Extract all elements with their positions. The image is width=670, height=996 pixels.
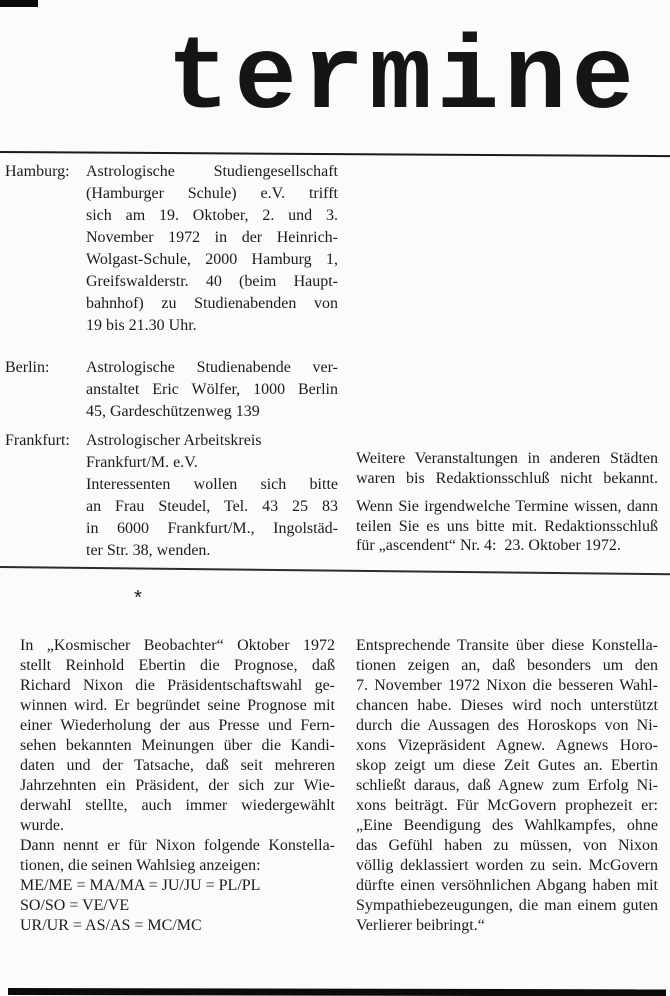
text-line: Verlierer beibringt.“	[356, 917, 485, 934]
text-line: Astrologische Studienabende ver-	[86, 359, 338, 376]
text-line: „Eine Beendigung des Wahlkampfes, ohne	[356, 817, 658, 834]
text-line: stellt Reinhold Ebertin die Prognose, daß	[20, 657, 335, 674]
text-line: anstaltet Eric Wölfer, 1000 Berlin	[86, 381, 338, 398]
text-line: schließt daraus, daß Agnew zum Erfolg Ni-	[356, 777, 658, 794]
text-line: völlig deklassiert worden zu sein. McGovern	[356, 857, 658, 874]
text-line: Interessenten wollen sich bitte	[86, 476, 338, 493]
note-paragraph-other-cities	[356, 449, 658, 488]
text-line: waren bis Redaktionsschluß nicht bekannt.	[356, 469, 658, 487]
text-line: 19 bis 21.30 Uhr.	[86, 317, 197, 334]
listing-berlin-text	[86, 357, 338, 423]
text-line: bahnhof) zu Studienabenden von	[86, 295, 338, 312]
event-listings	[0, 161, 342, 562]
text-line: sehen bekannten Meinungen über die Kandi-	[20, 737, 335, 754]
text-line: tionen, die seinen Wahlsieg anzeigen:	[20, 857, 261, 874]
text-line: xons beiträgt. Für McGovern prophezeit er:	[356, 797, 658, 814]
text-line: Greifswalderstr. 40 (beim Haupt-	[86, 273, 338, 290]
text-line: 45, Gardeschützenweg 139	[86, 403, 260, 420]
text-line: Wolgast-Schule, 2000 Hamburg 1,	[86, 251, 338, 268]
text-line: Sympathiebezeugungen, die man einem guten	[356, 897, 658, 914]
text-line: derwahl stellte, auch immer wiedergewählt	[20, 797, 335, 814]
text-line: Entsprechende Transite über diese Konstella-	[356, 637, 658, 654]
note-paragraph-deadline	[356, 497, 658, 556]
text-line: xons Vizepräsident Agnew. Agnews Horo-	[356, 737, 658, 754]
text-line: 7. November 1972 Nixon die besseren Wahl-	[356, 677, 658, 694]
text-line: (Hamburger Schule) e.V. trifft	[86, 185, 338, 202]
scan-artifact-top-left	[0, 0, 38, 7]
city-label-berlin: Berlin:	[5, 359, 50, 376]
listing-berlin	[0, 357, 342, 423]
text-line: Jahrzehnten ein Präsident, der sich zur Wie-	[20, 777, 335, 794]
text-line: UR/UR = AS/AS = MC/MC	[20, 917, 202, 934]
listing-frankfurt	[0, 430, 342, 562]
text-line: In „Kosmischer Beobachter“ Oktober 1972	[20, 637, 335, 654]
text-line: ME/ME = MA/MA = JU/JU = PL/PL	[20, 877, 261, 894]
text-line: ter Str. 38, wenden.	[86, 542, 211, 559]
scan-artifact-bottom-bar	[8, 988, 666, 996]
text-line: Wenn Sie irgendwelche Termine wissen, dann	[356, 498, 658, 515]
text-line: Astrologischer Arbeitskreis	[86, 432, 262, 449]
horizontal-rule-top	[0, 151, 670, 157]
text-line: Weitere Veranstaltungen in anderen Städten	[356, 450, 658, 467]
article-column-left	[20, 636, 335, 936]
page-title: termine	[167, 21, 639, 139]
text-line: Frankfurt/M. e.V.	[86, 454, 198, 471]
text-line: sich am 19. Oktober, 2. und 3.	[86, 207, 338, 224]
text-line: das Gefühl haben zu müssen, von Nixon	[356, 837, 658, 854]
text-line: Richard Nixon die Präsidentschaftswahl ge-	[20, 677, 335, 694]
text-line: wurde.	[20, 817, 64, 834]
text-line: tionen zeigen an, daß besonders um den	[356, 657, 658, 674]
horizontal-rule-middle	[0, 566, 670, 575]
text-line: in 6000 Frankfurt/M., Ingolstäd-	[86, 520, 338, 537]
city-label-hamburg: Hamburg:	[5, 163, 70, 180]
text-line: Astrologische Studiengesellschaft	[86, 163, 338, 180]
text-line: skop zeigt um diese Zeit Gutes an. Ebertin	[356, 757, 658, 774]
text-line: einer Wiederholung der aus Presse und Fern-	[20, 717, 335, 734]
editorial-notes	[356, 449, 658, 556]
text-line: winnen wird. Er begründet seine Prognose mit	[20, 697, 335, 714]
text-line: November 1972 in der Heinrich-	[86, 229, 338, 246]
text-line: teilen Sie es uns bitte mit. Redaktionsschluß	[356, 517, 658, 535]
text-line: daten und der Tatsache, daß seit mehreren	[20, 757, 335, 774]
text-line: an Frau Steudel, Tel. 43 25 83	[86, 498, 338, 515]
article-column-right	[356, 636, 658, 936]
text-line: durch die Aussagen des Horoskops von Ni-	[356, 717, 658, 734]
text-line: SO/SO = VE/VE	[20, 897, 130, 914]
city-label-frankfurt: Frankfurt:	[5, 432, 70, 449]
text-line: dürfte einen versöhnlichen Abgang haben mit	[356, 877, 658, 894]
text-line: chancen habe. Dieses wird noch unterstützt	[356, 697, 658, 714]
section-separator-star: *	[132, 589, 145, 612]
text-line: Dann nennt er für Nixon folgende Konstella-	[20, 837, 335, 854]
listing-hamburg-text	[86, 161, 338, 337]
text-line: für „ascendent“ Nr. 4: 23. Oktober 1972.	[356, 537, 621, 554]
listing-hamburg	[0, 161, 342, 337]
listing-frankfurt-text	[86, 430, 338, 562]
